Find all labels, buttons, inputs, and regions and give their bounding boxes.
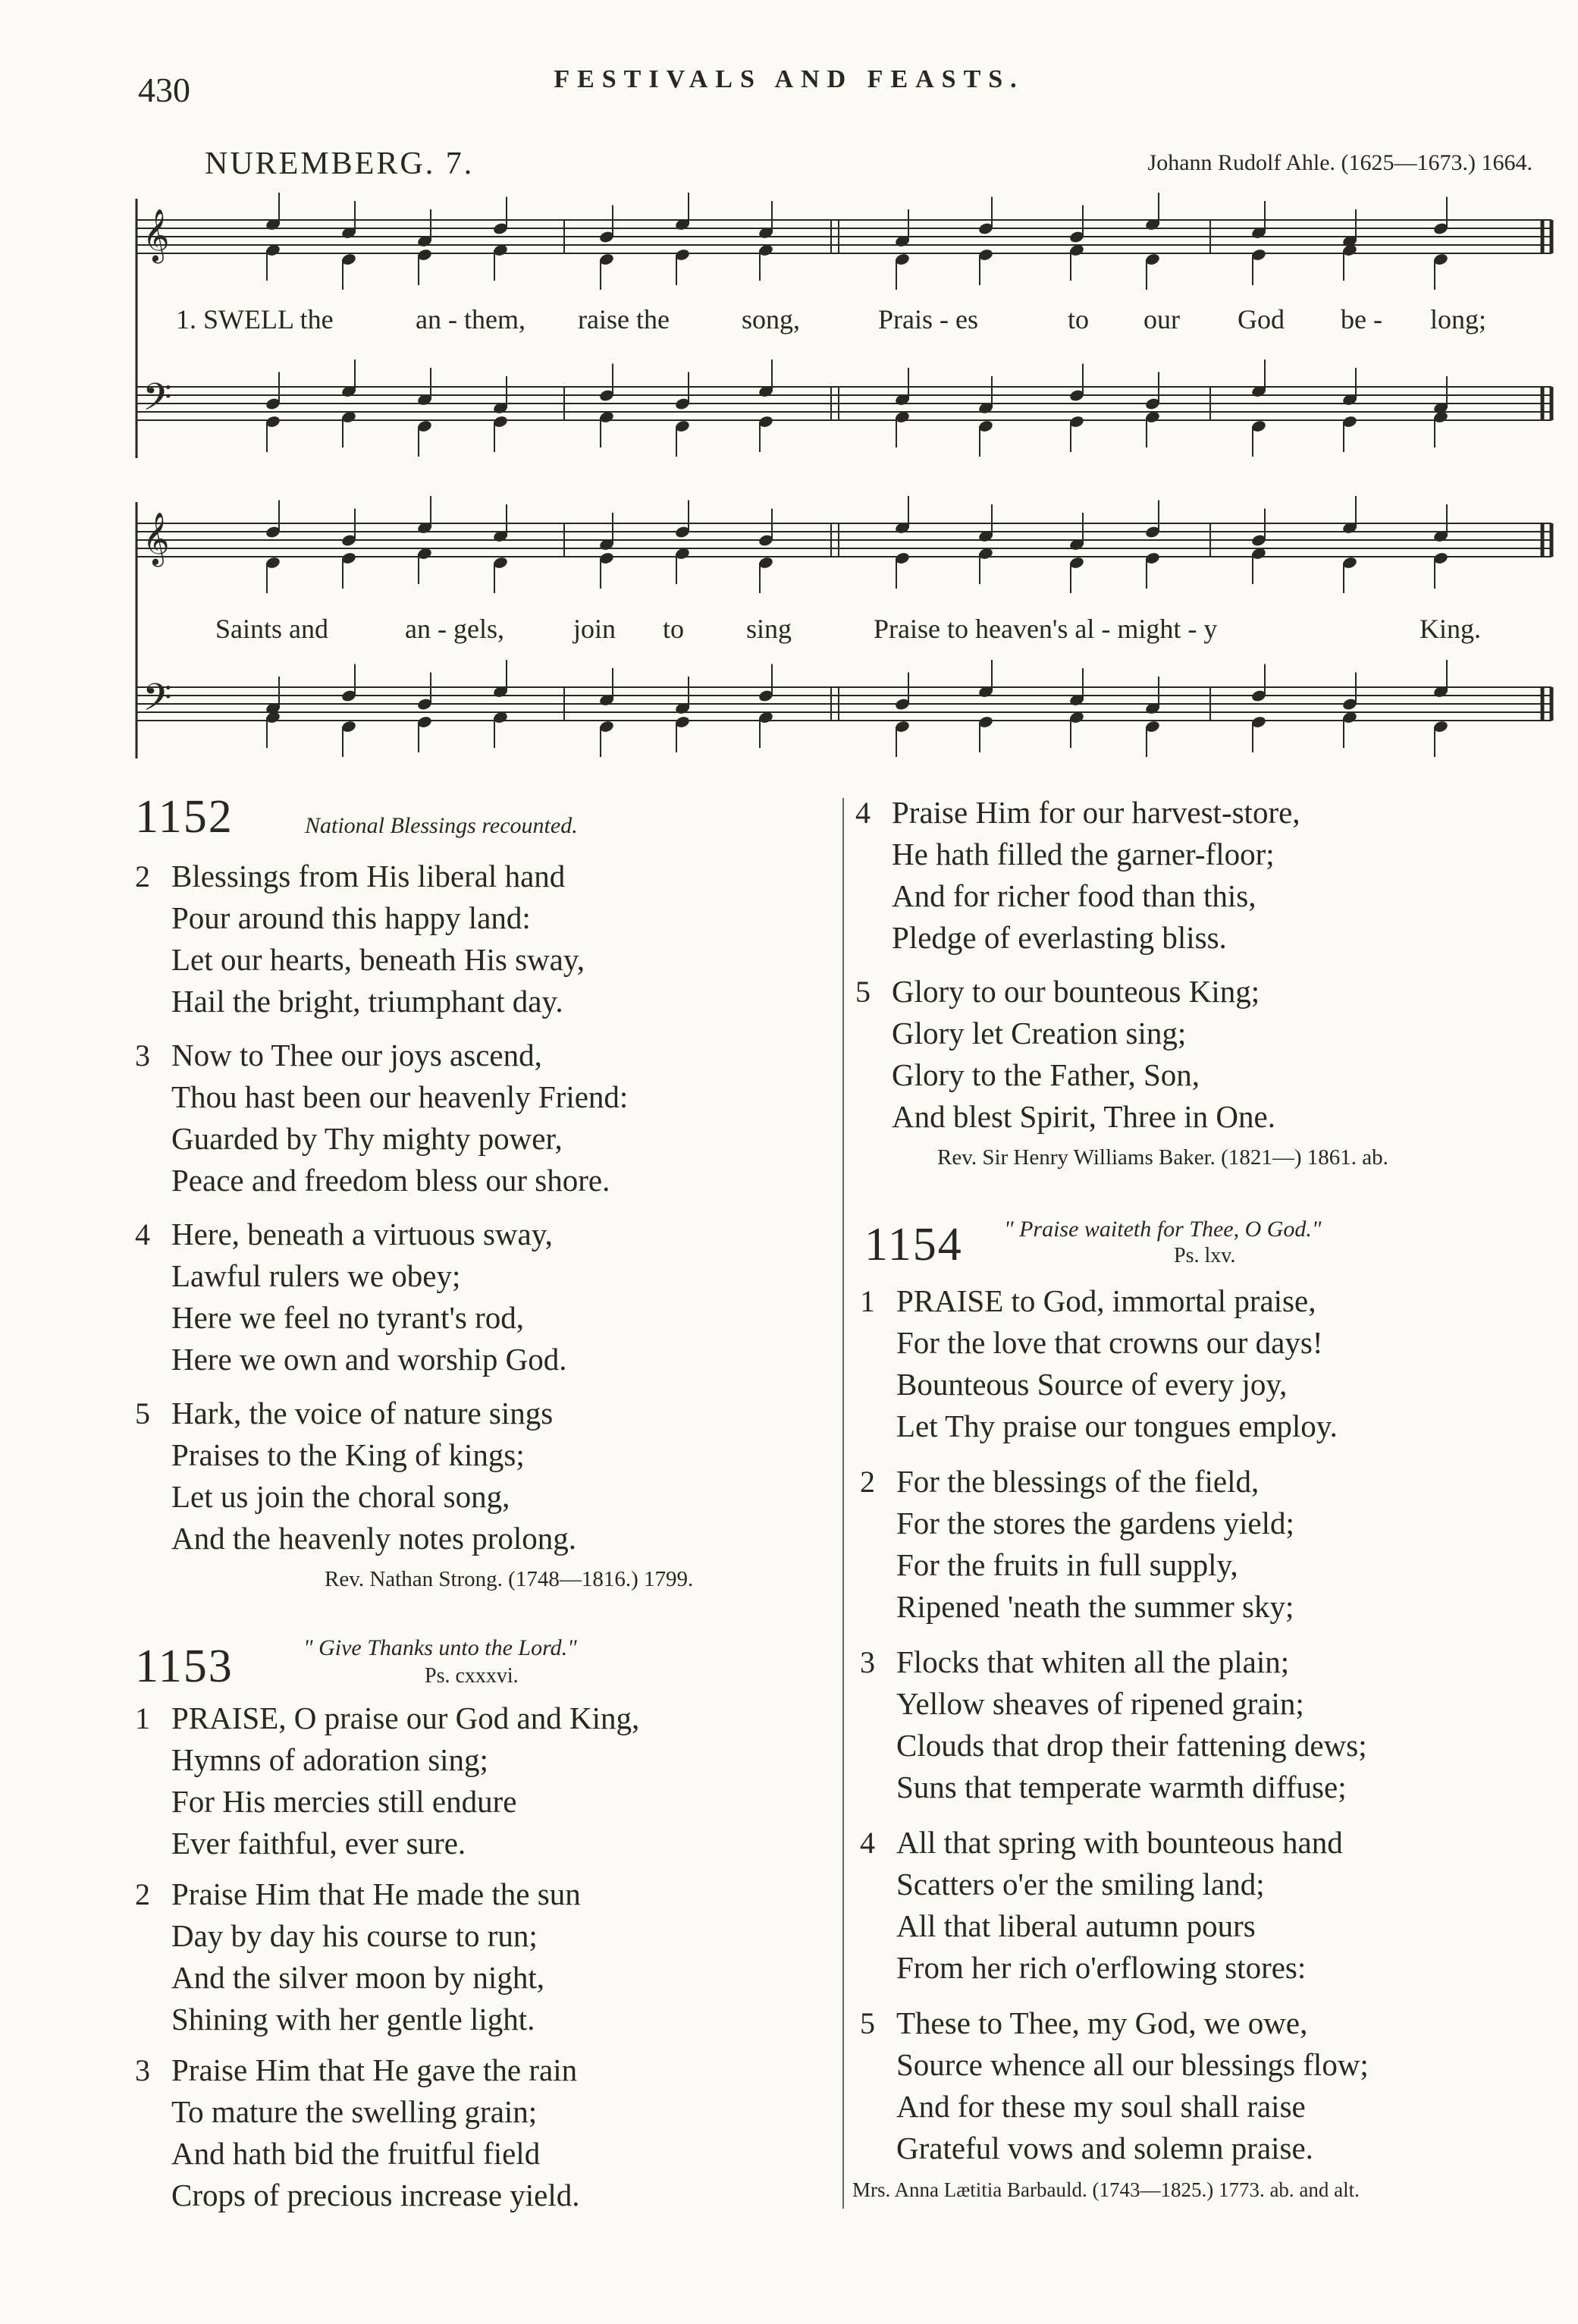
stanza-number: 5 — [855, 975, 871, 1009]
verse-line: Glory to our bounteous King; — [892, 974, 1260, 1009]
lyric-syllable: join — [573, 614, 616, 644]
hymn-number: 1152 — [135, 791, 234, 843]
hymn-attribution: Mrs. Anna Lætitia Barbauld. (1743—1825.) 1773. ab. and alt. — [852, 2178, 1360, 2201]
verse-line: Glory let Creation sing; — [892, 1016, 1187, 1051]
stanza — [855, 792, 1300, 959]
verse-line: Crops of precious increase yield. — [171, 2178, 580, 2213]
verse-line: Praise Him that He gave the rain — [171, 2052, 578, 2087]
verse-line: Flocks that whiten all the plain; — [896, 1644, 1290, 1679]
stanza — [860, 1461, 1294, 1628]
verse-line: PRAISE to God, immortal praise, — [896, 1283, 1316, 1318]
verse-line: Suns that temperate warmth diffuse; — [896, 1770, 1347, 1804]
stanza-number: 1 — [135, 1701, 150, 1735]
hymn-title: National Blessings recounted. — [305, 813, 578, 838]
lyric-syllable: sing — [746, 614, 792, 644]
lyric-syllable: song, — [742, 304, 801, 334]
verse-line: Clouds that drop their fattening dews; — [896, 1728, 1367, 1763]
lyric-syllable: Praise to heaven's al - might - y — [874, 614, 1218, 644]
verse-line: Here we feel no tyrant's rod, — [171, 1300, 525, 1335]
verse-line: Guarded by Thy mighty power, — [171, 1121, 563, 1156]
lyric-syllable: King. — [1420, 614, 1481, 644]
stanza-number: 4 — [135, 1217, 150, 1252]
stanza — [135, 1697, 639, 1864]
lyric-syllable: an - gels, — [405, 614, 504, 644]
tune-name: NUREMBERG. 7. — [205, 146, 475, 181]
verse-line: Grateful vows and solemn praise. — [896, 2131, 1313, 2165]
verse-line: Day by day his course to run; — [171, 1918, 538, 1953]
verse-line: Here we own and worship God. — [171, 1342, 567, 1377]
verse-line: And for these my soul shall raise — [896, 2089, 1306, 2124]
stanza — [860, 2002, 1369, 2169]
verse-line: All that liberal autumn pours — [896, 1908, 1256, 1943]
column-divider — [842, 798, 844, 2209]
hymn-number: 1153 — [135, 1641, 234, 1692]
verse-line: PRAISE, O praise our God and King, — [171, 1701, 640, 1735]
verse-line: Yellow sheaves of ripened grain; — [896, 1686, 1304, 1721]
verse-line: And the silver moon by night, — [171, 1960, 544, 1995]
stanza — [135, 1035, 628, 1201]
verse-line: And for richer food than this, — [892, 878, 1256, 913]
stanza — [135, 2049, 580, 2216]
stanza-number: 2 — [860, 1465, 875, 1499]
lyric-syllable: our — [1144, 304, 1180, 334]
verse-line: These to Thee, my God, we owe, — [896, 2005, 1308, 2040]
verse-line: To mature the swelling grain; — [171, 2094, 538, 2129]
stanza-number: 3 — [135, 2053, 150, 2087]
stanza-number: 4 — [860, 1826, 875, 1860]
verse-line: Scatters o'er the smiling land; — [896, 1867, 1265, 1902]
verse-line: Praises to the King of kings; — [171, 1437, 525, 1472]
verse-line: Source whence all our blessings flow; — [896, 2047, 1369, 2082]
verse-line: Thou hast been our heavenly Friend: — [171, 1079, 629, 1114]
lyric-syllable: Prais - es — [878, 304, 978, 334]
verse-line: For the blessings of the field, — [896, 1464, 1260, 1499]
stanza-number: 2 — [135, 859, 150, 893]
music-score — [0, 0, 1578, 789]
verse-line: And blest Spirit, Three in One. — [892, 1099, 1275, 1134]
verse-line: Hail the bright, triumphant day. — [171, 984, 563, 1019]
verse-line: Shining with her gentle light. — [171, 2002, 535, 2037]
lyric-syllable: to — [663, 614, 685, 644]
verse-line: He hath filled the garner-floor; — [892, 837, 1275, 872]
bass-clef: 𝄢 — [143, 677, 172, 727]
page-number: 430 — [138, 71, 190, 109]
verse-line: Praise Him for our harvest-store, — [892, 795, 1300, 830]
verse-line: For His mercies still endure — [171, 1784, 517, 1819]
hymn-title: " Praise waiteth for Thee, O God." — [1004, 1217, 1322, 1242]
verse-line: Peace and freedom bless our shore. — [171, 1163, 610, 1198]
verse-line: And hath bid the fruitful field — [171, 2136, 541, 2171]
stanza-number: 2 — [135, 1877, 150, 1911]
verse-line: Here, beneath a virtuous sway, — [171, 1217, 553, 1252]
lyric-syllable: raise the — [578, 304, 670, 334]
stanza-number: 3 — [860, 1645, 875, 1679]
verse-line: Pour around this happy land: — [171, 900, 531, 935]
psalm-reference: Ps. cxxxvi. — [425, 1664, 519, 1688]
stanza — [135, 1393, 576, 1559]
hymn-attribution: Rev. Nathan Strong. (1748—1816.) 1799. — [325, 1567, 694, 1591]
verse-line: And the heavenly notes prolong. — [171, 1521, 577, 1556]
verse-line: Ripened 'neath the summer sky; — [896, 1589, 1294, 1624]
verse-line: Hark, the voice of nature sings — [171, 1396, 554, 1431]
stanza-number: 5 — [860, 2006, 875, 2040]
verse-line: All that spring with bounteous hand — [896, 1825, 1343, 1860]
stanza — [135, 1214, 567, 1380]
stanza-number: 4 — [855, 796, 871, 830]
bass-clef: 𝄢 — [143, 377, 172, 427]
verse-line: Hymns of adoration sing; — [171, 1742, 488, 1777]
treble-clef: 𝄞 — [143, 210, 170, 260]
verse-line: Ever faithful, ever sure. — [171, 1826, 466, 1861]
stanza — [855, 971, 1275, 1138]
verse-line: For the fruits in full supply, — [896, 1547, 1238, 1582]
hymn-title: " Give Thanks unto the Lord." — [303, 1635, 577, 1660]
verse-line: Let Thy praise our tongues employ. — [896, 1409, 1338, 1443]
stanza — [135, 856, 585, 1022]
running-title: FESTIVALS AND FEASTS. — [554, 65, 1024, 93]
stanza — [860, 1822, 1343, 1989]
verse-line: Praise Him that He made the sun — [171, 1876, 581, 1911]
verse-line: Bounteous Source of every joy, — [896, 1367, 1288, 1402]
stanza-number: 1 — [860, 1284, 875, 1318]
lyric-syllable: long; — [1430, 304, 1487, 334]
verse-line: Now to Thee our joys ascend, — [171, 1038, 542, 1072]
verse-line: Pledge of everlasting bliss. — [892, 920, 1227, 955]
stanza-number: 3 — [135, 1038, 150, 1072]
tune-composer: Johann Rudolf Ahle. (1625—1673.) 1664. — [1147, 150, 1533, 175]
verse-line: Blessings from His liberal hand — [171, 859, 566, 893]
verse-line: Let our hearts, beneath His sway, — [171, 942, 585, 977]
verse-line: For the love that crowns our days! — [896, 1325, 1323, 1360]
hymn-attribution: Rev. Sir Henry Williams Baker. (1821—) 1861. ab. — [937, 1145, 1388, 1170]
stanza — [135, 1873, 581, 2040]
lyric-syllable: be - — [1341, 304, 1382, 334]
verse-line: From her rich o'erflowing stores: — [896, 1950, 1307, 1985]
lyric-syllable: an - them, — [416, 304, 525, 334]
verse-line: For the stores the gardens yield; — [896, 1506, 1294, 1540]
verse-line: Glory to the Father, Son, — [892, 1057, 1200, 1092]
verse-line: Let us join the choral song, — [171, 1479, 510, 1514]
stanza — [860, 1641, 1367, 1808]
stanza-number: 5 — [135, 1396, 150, 1431]
psalm-reference: Ps. lxv. — [1174, 1244, 1236, 1267]
hymn-number: 1154 — [864, 1219, 963, 1270]
stanza — [860, 1280, 1338, 1447]
lyric-syllable: God — [1238, 304, 1285, 334]
verse-line: Lawful rulers we obey; — [171, 1258, 461, 1293]
treble-clef: 𝄞 — [143, 513, 170, 564]
lyric-syllable: to — [1068, 304, 1090, 334]
lyric-syllable: Saints and — [215, 614, 328, 644]
lyric-syllable: 1. SWELL the — [176, 304, 334, 334]
